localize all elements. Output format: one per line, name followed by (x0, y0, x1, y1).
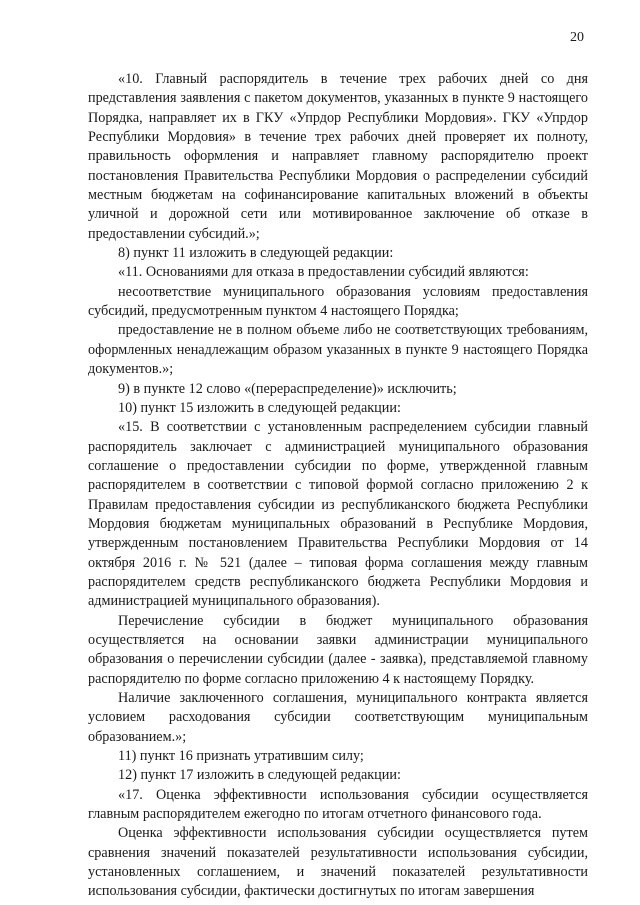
paragraph-11: «11. Основаниями для отказа в предоставлении субсидий являются: (118, 264, 529, 281)
document-body (88, 70, 588, 902)
evaluation-paragraph: Оценка эффективности использования субсидии осуществляется путем сравнения значений показателей результативности использования субсидии, установленных соглашением, и значений показателей результативности использования субсидии, фактически достигнутых по итогам завершения (88, 825, 588, 900)
item-9: 9) в пункте 12 слово «(перераспределение)» исключить; (118, 380, 457, 397)
transfer-paragraph: Перечисление субсидии в бюджет муниципального образования осуществляется на основании заявки администрации муниципального образования о перечислении субсидии (далее - заявка), представляемой главному распорядителю по форме согласно приложению 4 к настоящему Порядку. (88, 612, 588, 687)
refusal-ground-2: предоставление не в полном объеме либо не соответствующих требованиям, оформленных ненадлежащим образом указанных в пункте 9 настоящего Порядка документов.»; (88, 322, 588, 378)
item-11: 11) пункт 16 признать утратившим силу; (118, 748, 364, 765)
item-8: 8) пункт 11 изложить в следующей редакции: (118, 245, 394, 262)
refusal-ground-1: несоответствие муниципального образования условиям предоставления субсидий, предусмотренным пунктом 4 настоящего Порядка; (88, 283, 588, 320)
item-12: 12) пункт 17 изложить в следующей редакции: (118, 767, 401, 784)
page-number: 20 (570, 30, 584, 45)
paragraph-10: «10. Главный распорядитель в течение трех рабочих дней со дня представления заявления с пакетом документов, указанных в пункте 9 настоящего Порядка, направляет их в ГКУ «Упрдор Республики Мордовия». ГКУ «Упрдор Республики Мордовия» в течение трех рабочих дней проверяет их полноту, правильность оформления и направляет главному распорядителю проект постановления Правительства Республики Мордовия о распределении субсидий местным бюджетам на софинансирование капитальных вложений в объекты уличной и дорожной сети или мотивированное заключение об отказе в предоставлении субсидий.»; (88, 71, 588, 242)
item-10: 10) пункт 15 изложить в следующей редакции: (118, 399, 401, 416)
agreement-condition-paragraph: Наличие заключенного соглашения, муниципального контракта является условием расходования субсидии соответствующим муниципальным образованием.»; (88, 690, 588, 745)
paragraph-15: «15. В соответствии с установленным распределением субсидии главный распорядитель заключает с администрацией муниципального образования соглашение о предоставлении субсидии по форме, утвержденной главным распорядителем в соответствии с типовой формой согласно приложению 2 к Правилам предоставления субсидии из республиканского бюджета Республики Мордовия бюджетам муниципальных образований в Республике Мордовия, утвержденным постановлением Правительства Республики Мордовия от 14 октября 2016 г. № 521 (далее – типовая форма соглашения между главным распорядителем средств республиканского бюджета Республики Мордовия и администрацией муниципального образования). (88, 419, 588, 610)
paragraph-17: «17. Оценка эффективности использования субсидии осуществляется главным распорядителем ежегодно по итогам отчетного финансового года. (88, 786, 588, 823)
